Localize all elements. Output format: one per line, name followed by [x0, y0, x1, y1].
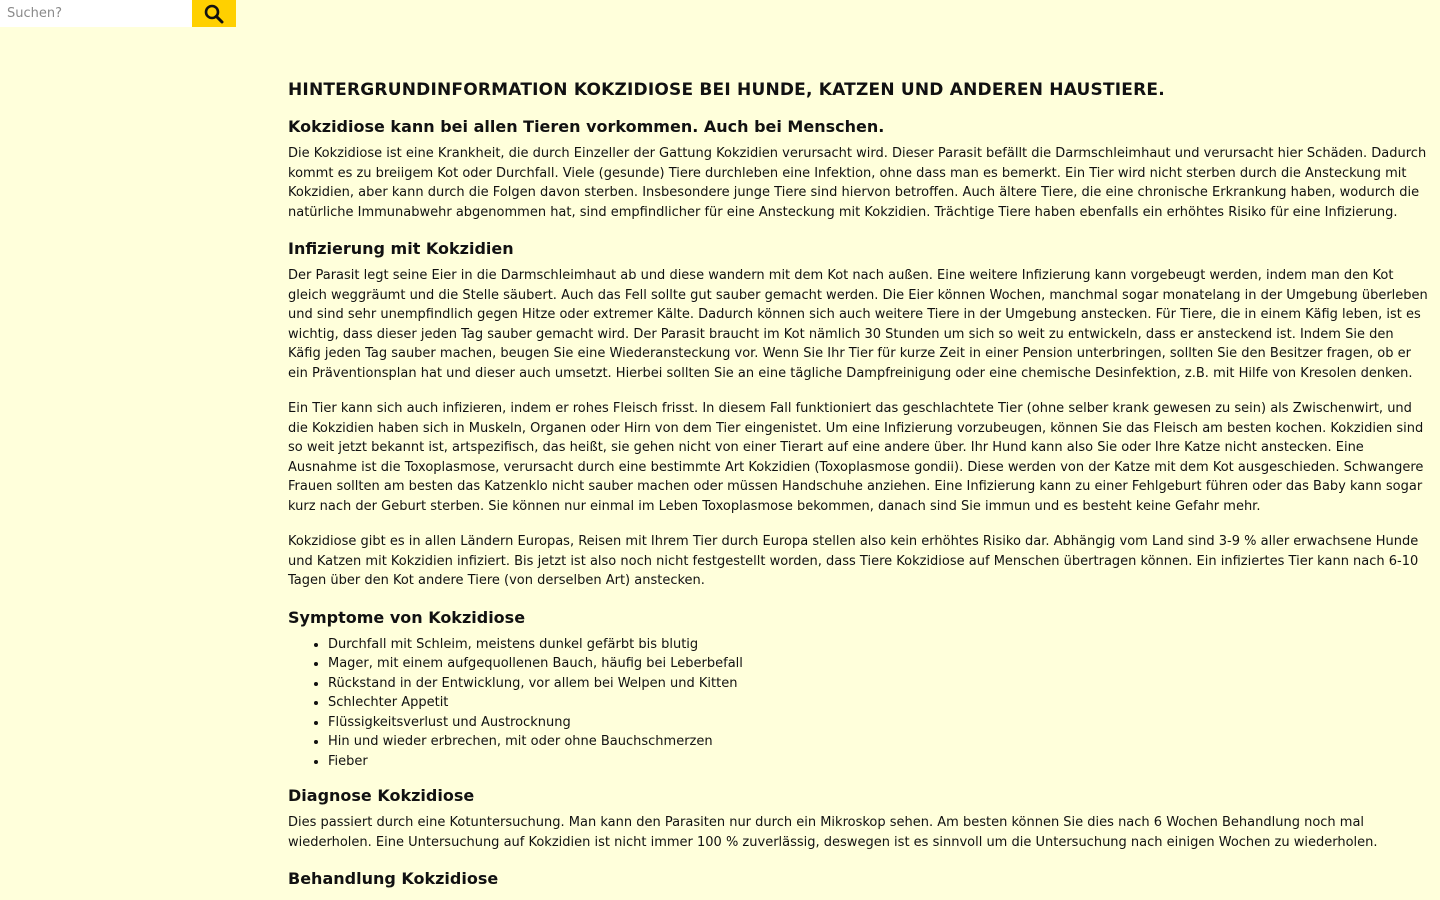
list-item: • Schlechter Appetit: [328, 693, 1428, 713]
list-item: • Fieber: [328, 752, 1428, 772]
list-item: • Flüssigkeitsverlust und Austrocknung: [328, 713, 1428, 733]
section-heading-diagnosis: Diagnose Kokzidiose: [288, 786, 475, 805]
list-item: • Rückstand in der Entwicklung, vor allem bei Welpen und Kitten: [328, 674, 1428, 694]
list-item: • Durchfall mit Schleim, meistens dunkel gefärbt bis blutig: [328, 635, 1428, 655]
search-bar: [0, 0, 236, 27]
article: [288, 78, 1428, 896]
magnifier-icon: [204, 4, 224, 24]
search-input[interactable]: [0, 0, 192, 27]
section-heading-infection: Infizierung mit Kokzidien: [288, 239, 514, 258]
list-item: • Mager, mit einem aufgequollenen Bauch, häufig bei Leberbefall: [328, 654, 1428, 674]
paragraph-infection-3: Kokzidiose gibt es in allen Ländern Europas, Reisen mit Ihrem Tier durch Europa stellen also kein erhöhtes Risiko dar. Abhängig vom Land sind 3-9 % aller erwachsene Hunde und Katzen mit Kokzidien infiziert. Bis jetzt ist also noch nicht festgestellt worden, dass Tiere Kokzidiose auf Menschen übertragen können. Ein infiziertes Tier kann nach 6-10 Tagen über den Kot andere Tiere (von derselben Art) anstecken.: [288, 534, 1419, 588]
paragraph-infection-2: Ein Tier kann sich auch infizieren, indem er rohes Fleisch frisst. In diesem Fall funktioniert das geschlachtete Tier (ohne selber krank gewesen zu sein) als Zwischenwirt, und die Kokzidien haben sich in Muskeln, Organen oder Hirn von dem Tier eingenistet. Um eine Infizierung vorzubeugen, können Sie das Fleisch am besten kochen. Kokzidien sind so weit jetzt bekannt ist, artspezifisch, das heißt, sie gehen nicht von einer Tierart auf eine andere über. Ihr Hund kann also Sie oder Ihre Katze nicht anstecken. Eine Ausnahme ist die Toxoplasmose, verursacht durch eine bestimmte Art Kokzidien (Toxoplasmose gondii). Diese werden von der Katze mit dem Kot ausgeschieden. Schwangere Frauen sollten am besten das Katzenklo nicht sauber machen oder müssen Handschuhe anziehen. Eine Infizierung kann zu einer Fehlgeburt führen oder das Baby kann sogar kurz nach der Geburt sterben. Sie können nur einmal im Leben Toxoplasmose bekommen, danach sind Sie immun und es besteht keine Gefahr mehr.: [288, 401, 1424, 514]
section-heading-symptoms: Symptome von Kokzidiose: [288, 607, 526, 627]
paragraph-intro: Die Kokzidiose ist eine Krankheit, die durch Einzeller der Gattung Kokzidien verursacht wird. Dieser Parasit befällt die Darmschleimhaut und verursacht hier Schäden. Dadurch kommt es zu breiigem Kot oder Durchfall. Viele (gesunde) Tiere durchleben eine Infektion, ohne dass man es bemerkt. Ein Tier wird nicht sterben durch die Ansteckung mit Kokzidien, aber kann durch die Folgen davon sterben. Insbesondere junge Tiere sind hiervon betroffen. Auch ältere Tiere, die eine chronische Erkrankung haben, wodurch die natürliche Immunabwehr abgenommen hat, sind empfindlicher für eine Ansteckung mit Kokzidien. Trächtige Tiere haben ebenfalls ein erhöhtes Risiko für eine Infizierung.: [288, 146, 1427, 220]
page-title: HINTERGRUNDINFORMATION KOKZIDIOSE BEI HUNDE, KATZEN UND ANDEREN HAUSTIERE.: [288, 80, 1165, 100]
section-heading-treatment: Behandlung Kokzidiose: [288, 869, 499, 888]
paragraph-diagnosis: Dies passiert durch eine Kotuntersuchung. Man kann den Parasiten nur durch ein Mikroskop sehen. Am besten können Sie dies nach 6 Wochen Behandlung noch mal wiederholen. Eine Untersuchung auf Kokzidien ist nicht immer 100 % zuverlässig, deswegen ist es sinnvoll um die Untersuchung nach einigen Wochen zu wiederholen.: [288, 815, 1378, 850]
section-heading-intro: Kokzidiose kann bei allen Tieren vorkommen. Auch bei Menschen.: [288, 117, 885, 136]
paragraph-infection-1: Der Parasit legt seine Eier in die Darmschleimhaut ab und diese wandern mit dem Kot nach außen. Eine weitere Infizierung kann vorgebeugt werden, indem man den Kot gleich weggräumt und die Stelle säubert. Auch das Fell sollte gut sauber gemacht werden. Die Eier können Wochen, manchmal sogar monatelang in der Umgebung überleben und sind sehr unempfindlich gegen Hitze oder extremer Kälte. Dadurch können sich auch weitere Tiere in der Umgebung anstecken. Für Tiere, die in einem Käfig leben, ist es wichtig, dass dieser jeden Tag sauber gemacht wird. Der Parasit braucht im Kot nämlich 30 Stunden um sich so weit zu entwickeln, dass er ansteckend ist. Indem Sie den Käfig jeden Tag sauber machen, beugen Sie eine Wiederansteckung vor. Wenn Sie Ihr Tier für kurze Zeit in einer Pension unterbringen, sollten Sie den Besitzer fragen, ob er ein Präventionsplan hat und dieser auch umsetzt. Hierbei sollten Sie an eine tägliche Dampfreinigung oder eine chemische Desinfektion, z.B. mit Hilfe von Kresolen denken.: [288, 268, 1428, 381]
search-button[interactable]: [192, 0, 236, 27]
list-item: • Hin und wieder erbrechen, mit oder ohne Bauchschmerzen: [328, 732, 1428, 752]
symptom-list: [288, 635, 1428, 772]
